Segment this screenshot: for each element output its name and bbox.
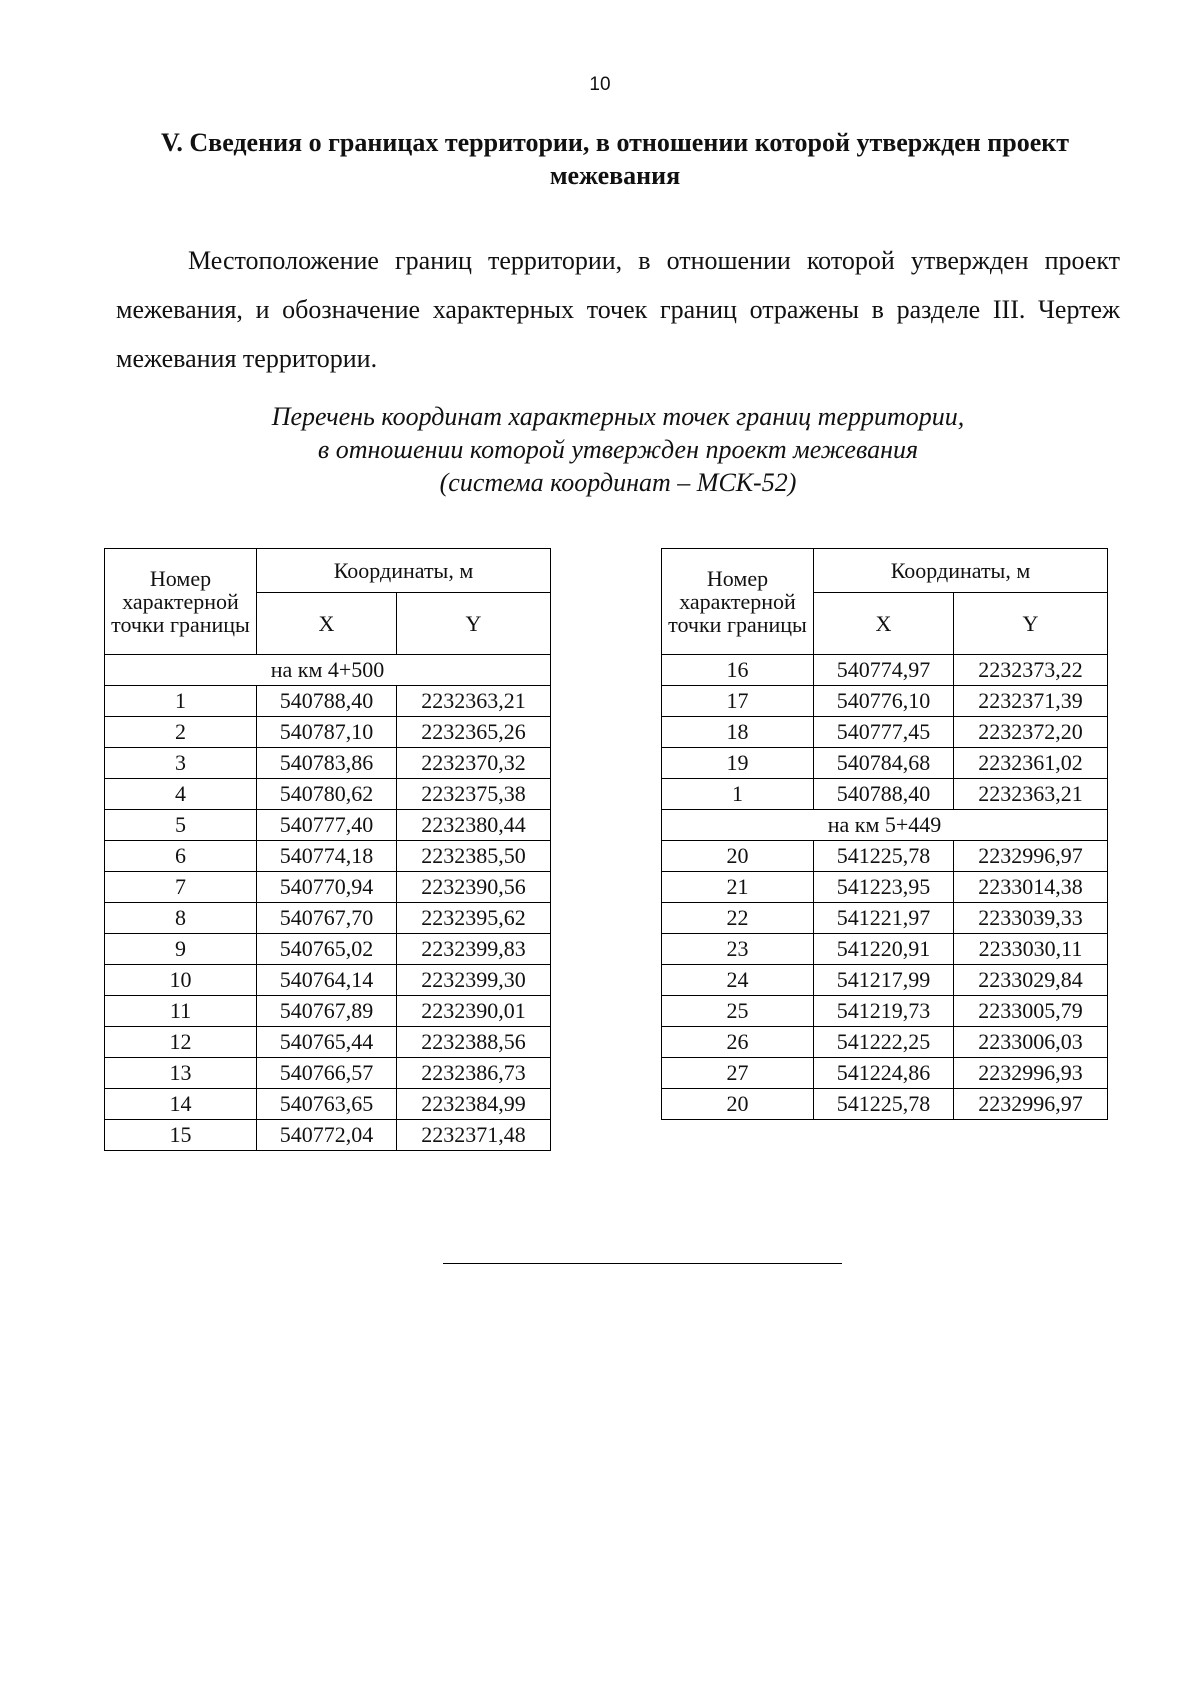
table-row — [662, 1058, 1108, 1089]
cell-x: 540774,97 — [814, 655, 954, 686]
cell-point-number: 16 — [662, 655, 814, 686]
table-body-left — [105, 655, 551, 1151]
cell-point-number: 6 — [105, 841, 257, 872]
cell-y: 2232371,39 — [954, 686, 1108, 717]
cell-y: 2233005,79 — [954, 996, 1108, 1027]
section-title: V. Сведения о границах территории, в отношении которой утвержден проект межевания — [160, 128, 1070, 190]
cell-point-number: 18 — [662, 717, 814, 748]
cell-y: 2232390,01 — [397, 996, 551, 1027]
header-coordinates: Координаты, м — [257, 549, 551, 593]
cell-x: 541220,91 — [814, 934, 954, 965]
cell-x: 540783,86 — [257, 748, 397, 779]
cell-y: 2232361,02 — [954, 748, 1108, 779]
cell-point-number: 24 — [662, 965, 814, 996]
separator-line — [443, 1263, 842, 1264]
cell-point-number: 14 — [105, 1089, 257, 1120]
cell-y: 2232372,20 — [954, 717, 1108, 748]
cell-point-number: 15 — [105, 1120, 257, 1151]
coordinates-table-right — [661, 548, 1108, 1120]
table-row — [662, 717, 1108, 748]
cell-x: 540767,89 — [257, 996, 397, 1027]
cell-point-number: 27 — [662, 1058, 814, 1089]
cell-x: 540764,14 — [257, 965, 397, 996]
cell-point-number: 23 — [662, 934, 814, 965]
cell-y: 2232380,44 — [397, 810, 551, 841]
table-caption — [116, 400, 1120, 499]
cell-point-number: 7 — [105, 872, 257, 903]
caption-line-3: (система координат – МСК-52) — [439, 468, 797, 497]
cell-y: 2232371,48 — [397, 1120, 551, 1151]
section-row — [662, 810, 1108, 841]
cell-x: 541225,78 — [814, 841, 954, 872]
table-row — [662, 996, 1108, 1027]
cell-x: 541222,25 — [814, 1027, 954, 1058]
cell-x: 541221,97 — [814, 903, 954, 934]
cell-point-number: 8 — [105, 903, 257, 934]
cell-point-number: 4 — [105, 779, 257, 810]
header-x: X — [257, 593, 397, 655]
cell-y: 2232399,30 — [397, 965, 551, 996]
cell-y: 2232370,32 — [397, 748, 551, 779]
cell-y: 2232388,56 — [397, 1027, 551, 1058]
table-body-right — [662, 655, 1108, 1120]
table-row — [105, 810, 551, 841]
cell-x: 541219,73 — [814, 996, 954, 1027]
page-number: 10 — [589, 74, 611, 95]
table-row — [662, 934, 1108, 965]
cell-y: 2232395,62 — [397, 903, 551, 934]
cell-x: 540777,45 — [814, 717, 954, 748]
cell-x: 541223,95 — [814, 872, 954, 903]
table-row — [105, 748, 551, 779]
table-row — [662, 872, 1108, 903]
table-row — [662, 655, 1108, 686]
cell-point-number: 3 — [105, 748, 257, 779]
cell-y: 2232385,50 — [397, 841, 551, 872]
cell-x: 540787,10 — [257, 717, 397, 748]
cell-point-number: 17 — [662, 686, 814, 717]
header-x: X — [814, 593, 954, 655]
cell-point-number: 20 — [662, 1089, 814, 1120]
cell-point-number: 20 — [662, 841, 814, 872]
table-row — [105, 779, 551, 810]
header-point-number: Номер характерной точки границы — [105, 549, 257, 655]
caption-line-2: в отношении которой утвержден проект межевания — [317, 435, 919, 464]
table-row — [105, 872, 551, 903]
table-row — [662, 779, 1108, 810]
cell-point-number: 25 — [662, 996, 814, 1027]
table-row — [105, 903, 551, 934]
header-coordinates: Координаты, м — [814, 549, 1108, 593]
cell-x: 540772,04 — [257, 1120, 397, 1151]
table-row — [105, 717, 551, 748]
cell-y: 2232363,21 — [397, 686, 551, 717]
header-point-number: Номер характерной точки границы — [662, 549, 814, 655]
table-row — [105, 841, 551, 872]
section-row — [105, 655, 551, 686]
table-row — [662, 1027, 1108, 1058]
cell-x: 540777,40 — [257, 810, 397, 841]
header-y: Y — [397, 593, 551, 655]
table-row — [105, 965, 551, 996]
cell-x: 540765,44 — [257, 1027, 397, 1058]
cell-x: 540780,62 — [257, 779, 397, 810]
cell-x: 541225,78 — [814, 1089, 954, 1120]
table-row — [105, 1058, 551, 1089]
cell-y: 2232996,97 — [954, 841, 1108, 872]
table-row — [105, 1027, 551, 1058]
cell-point-number: 21 — [662, 872, 814, 903]
cell-y: 2232996,97 — [954, 1089, 1108, 1120]
table-row — [105, 686, 551, 717]
cell-x: 540766,57 — [257, 1058, 397, 1089]
cell-point-number: 26 — [662, 1027, 814, 1058]
cell-x: 540776,10 — [814, 686, 954, 717]
cell-y: 2233006,03 — [954, 1027, 1108, 1058]
cell-x: 540763,65 — [257, 1089, 397, 1120]
cell-point-number: 12 — [105, 1027, 257, 1058]
caption-line-1: Перечень координат характерных точек границ территории, — [271, 402, 965, 431]
section-label: на км 4+500 — [105, 655, 551, 686]
cell-x: 540788,40 — [814, 779, 954, 810]
cell-point-number: 1 — [662, 779, 814, 810]
cell-x: 540765,02 — [257, 934, 397, 965]
coordinates-table-left — [104, 548, 551, 1151]
cell-point-number: 1 — [105, 686, 257, 717]
cell-point-number: 11 — [105, 996, 257, 1027]
cell-x: 540767,70 — [257, 903, 397, 934]
cell-y: 2233039,33 — [954, 903, 1108, 934]
cell-y: 2232373,22 — [954, 655, 1108, 686]
cell-point-number: 13 — [105, 1058, 257, 1089]
cell-y: 2233029,84 — [954, 965, 1108, 996]
cell-y: 2232996,93 — [954, 1058, 1108, 1089]
table-row — [662, 1089, 1108, 1120]
table-row — [105, 1089, 551, 1120]
cell-y: 2232365,26 — [397, 717, 551, 748]
cell-x: 541217,99 — [814, 965, 954, 996]
cell-x: 540784,68 — [814, 748, 954, 779]
cell-point-number: 9 — [105, 934, 257, 965]
cell-y: 2232386,73 — [397, 1058, 551, 1089]
cell-y: 2232363,21 — [954, 779, 1108, 810]
table-row — [105, 1120, 551, 1151]
cell-x: 540774,18 — [257, 841, 397, 872]
table-row — [105, 996, 551, 1027]
cell-y: 2232390,56 — [397, 872, 551, 903]
cell-point-number: 5 — [105, 810, 257, 841]
header-y: Y — [954, 593, 1108, 655]
cell-point-number: 22 — [662, 903, 814, 934]
table-row — [662, 841, 1108, 872]
cell-y: 2232375,38 — [397, 779, 551, 810]
cell-y: 2233030,11 — [954, 934, 1108, 965]
body-paragraph: Местоположение границ территории, в отношении которой утвержден проект межевания, и обозначение характерных точек границ отражены в разделе III. Чертеж межевания территории. — [116, 246, 1120, 373]
cell-y: 2232384,99 — [397, 1089, 551, 1120]
table-row — [662, 965, 1108, 996]
table-row — [105, 934, 551, 965]
cell-point-number: 2 — [105, 717, 257, 748]
section-label: на км 5+449 — [662, 810, 1108, 841]
cell-y: 2233014,38 — [954, 872, 1108, 903]
table-row — [662, 748, 1108, 779]
table-row — [662, 686, 1108, 717]
cell-x: 540770,94 — [257, 872, 397, 903]
cell-point-number: 10 — [105, 965, 257, 996]
table-row — [662, 903, 1108, 934]
cell-x: 540788,40 — [257, 686, 397, 717]
cell-x: 541224,86 — [814, 1058, 954, 1089]
cell-point-number: 19 — [662, 748, 814, 779]
cell-y: 2232399,83 — [397, 934, 551, 965]
